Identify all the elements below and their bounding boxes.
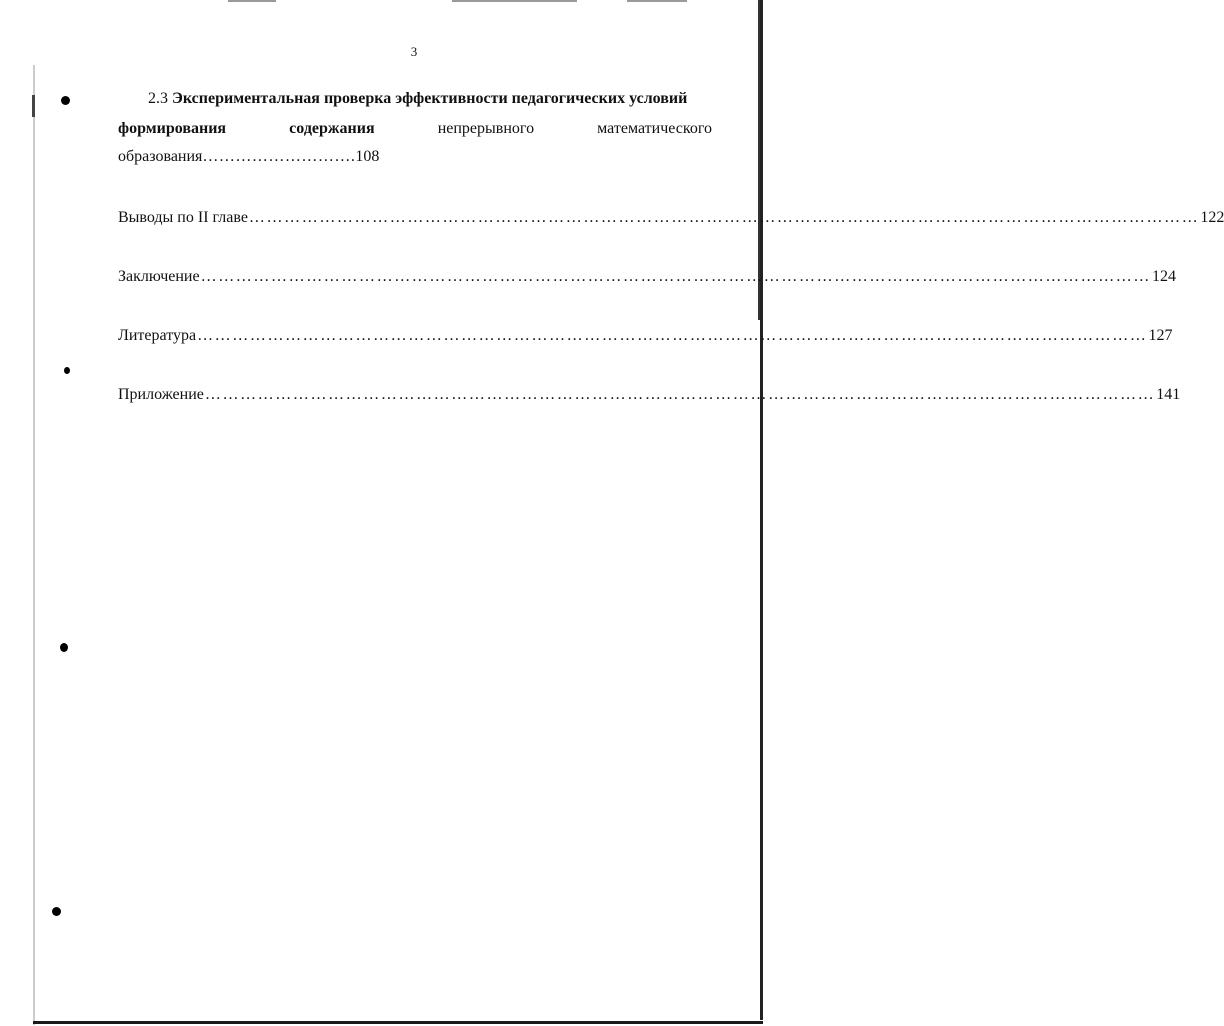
toc-entry-2-3-number: 2.3	[148, 90, 172, 107]
toc-leader: ………………………………………………………………………………………………………………………………………………	[200, 268, 1151, 285]
toc-word: непрерывного	[437, 120, 535, 137]
toc-entry-chapter2-conclusions	[118, 208, 1224, 228]
toc-leader: ………………………………………………………………………………………………………………………………………………	[204, 386, 1156, 403]
toc-word: математического	[597, 120, 712, 137]
punch-hole	[61, 96, 70, 105]
toc-entry-title: Приложение	[118, 386, 204, 403]
scan-edge-bottom	[33, 1021, 763, 1024]
toc-entry-2-3-title-line3: образования	[118, 148, 203, 165]
toc-entry-2-3-line3	[118, 147, 379, 167]
punch-hole	[52, 907, 61, 916]
toc-entry-title: Литература	[118, 327, 197, 344]
scan-edge-top	[627, 0, 687, 2]
scan-edge-left	[33, 65, 35, 1025]
punch-hole	[60, 643, 68, 652]
scan-edge-right	[760, 0, 763, 1020]
toc-entry-2-3-line1	[148, 89, 687, 109]
toc-word: формирования	[118, 120, 227, 137]
toc-page-number: 122	[1200, 209, 1224, 226]
toc-entry-conclusion	[118, 267, 1176, 287]
toc-leader: ………………………………………………………………………………………………………………………………………………	[248, 209, 1200, 226]
scan-edge-top	[452, 0, 577, 2]
toc-entry-title: Заключение	[118, 268, 200, 285]
punch-hole	[64, 367, 70, 374]
toc-page-number: 127	[1148, 327, 1173, 344]
toc-word: содержания	[289, 120, 375, 137]
toc-entry-2-3-title-line1: Экспериментальная проверка эффективности педагогических условий	[172, 90, 688, 107]
toc-entry-literature	[118, 326, 1173, 346]
toc-entry-2-3-line2	[118, 119, 712, 139]
toc-page-number: 141	[1156, 386, 1181, 403]
scan-edge-top	[228, 0, 276, 2]
toc-page-number: 108	[355, 148, 380, 165]
toc-leader: ……………………….	[202, 148, 356, 165]
scan-edge-left-mark	[32, 95, 35, 117]
toc-page-number: 124	[1152, 268, 1176, 285]
toc-leader: ………………………………………………………………………………………………………………………………………………	[197, 327, 1148, 344]
toc-entry-appendix	[118, 385, 1181, 405]
toc-entry-title: Выводы по II главе	[118, 209, 248, 226]
page-number: 3	[410, 44, 418, 59]
